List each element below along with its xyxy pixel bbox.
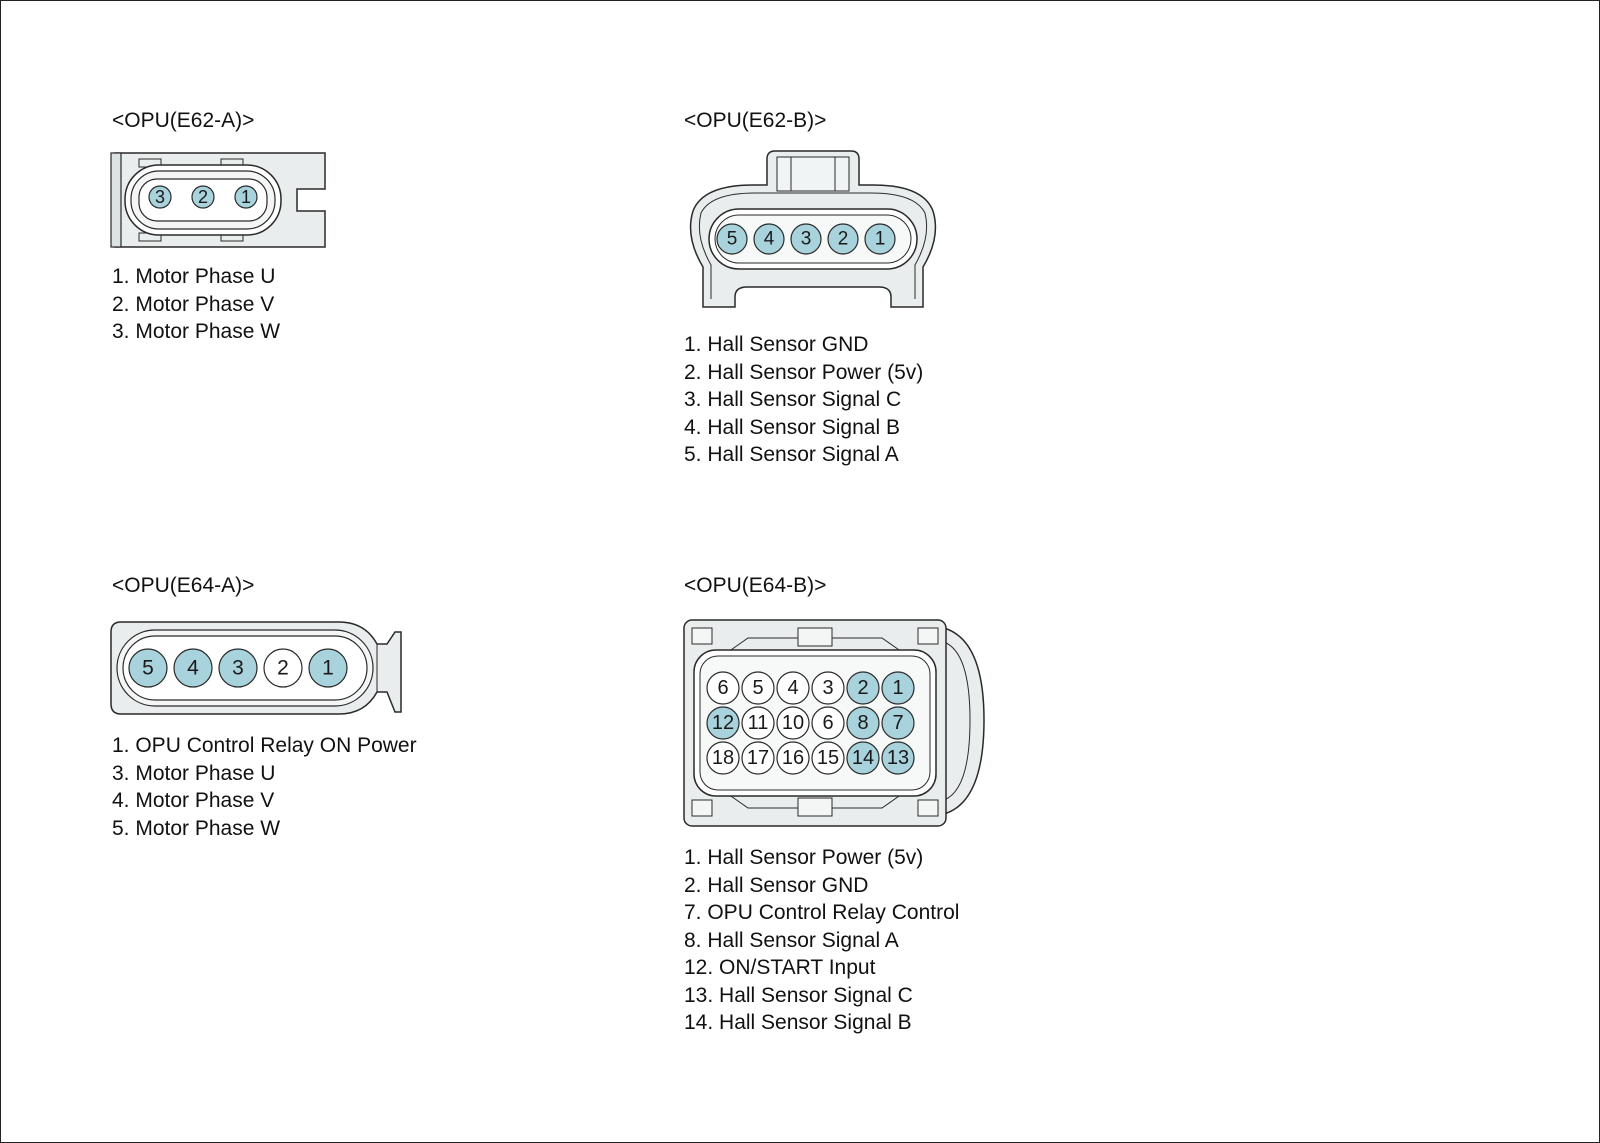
connector-e62b-drawing	[683, 147, 943, 317]
pin-label: 4	[787, 677, 799, 699]
pin-e64b-3	[812, 672, 844, 704]
pin-description: 13. Hall Sensor Signal C	[684, 983, 913, 1007]
pin-label: 17	[746, 747, 770, 769]
pin-label: 6	[717, 677, 729, 699]
pin-label: 14	[851, 747, 875, 769]
pin-label: 2	[857, 677, 869, 699]
connector-e62a-title: <OPU(E62-A)>	[112, 109, 255, 132]
pin-e64b-9	[812, 707, 844, 739]
pin-e64a-3	[219, 649, 257, 687]
pin-e62a-2	[192, 186, 214, 208]
connector-e64a-title: <OPU(E64-A)>	[112, 574, 255, 597]
pin-e64b-2	[847, 672, 879, 704]
pin-label: 5	[752, 677, 764, 699]
pin-label: 16	[781, 747, 805, 769]
pin-label: 11	[747, 712, 769, 734]
pin-label: 5	[142, 656, 154, 680]
pin-e64a-2	[264, 649, 302, 687]
pin-label: 7	[892, 712, 904, 734]
connector-e64a-pins	[129, 649, 347, 687]
connector-e62b-section	[684, 109, 826, 133]
pin-description: 12. ON/START Input	[684, 956, 876, 979]
connector-e62a-pin-list	[112, 263, 280, 346]
pin-label: 13	[886, 747, 910, 769]
connector-e62a-section	[112, 109, 254, 133]
pin-description: 2. Hall Sensor Power (5v)	[684, 360, 924, 384]
pin-e62b-2	[828, 224, 858, 254]
pin-e64b-14	[847, 742, 879, 774]
pin-e62b-1	[865, 224, 895, 254]
connector-e62a-pins	[149, 186, 257, 208]
pin-e64b-17	[742, 742, 774, 774]
connector-e62b-title: <OPU(E62-B)>	[684, 109, 827, 132]
pin-description: 7. OPU Control Relay Control	[684, 901, 960, 924]
pin-e64b-16	[777, 742, 809, 774]
connector-e64a-pin-list	[112, 732, 417, 842]
pin-e62a-3	[149, 186, 171, 208]
pin-label: 5	[726, 228, 738, 250]
pin-description: 5. Motor Phase W	[112, 816, 281, 840]
pin-label: 4	[187, 656, 199, 680]
pin-e64b-6	[707, 672, 739, 704]
pin-label: 3	[800, 228, 812, 250]
pin-label: 8	[857, 712, 869, 734]
pin-label: 1	[240, 187, 252, 207]
pin-label: 15	[816, 747, 840, 769]
pin-e64a-5	[129, 649, 167, 687]
pin-label: 3	[232, 656, 244, 680]
pin-label: 2	[277, 656, 289, 680]
pin-description: 1. OPU Control Relay ON Power	[112, 734, 417, 757]
pin-e64b-18	[707, 742, 739, 774]
pin-description: 2. Hall Sensor GND	[684, 873, 869, 897]
pin-label: 3	[822, 677, 834, 699]
pin-description: 3. Motor Phase W	[112, 320, 281, 343]
connector-e64a-drawing	[109, 618, 405, 718]
pin-label: 18	[711, 747, 735, 769]
pin-description: 8. Hall Sensor Signal A	[684, 928, 899, 952]
pin-label: 2	[197, 187, 209, 207]
pin-description: 1. Hall Sensor Power (5v)	[684, 846, 924, 869]
pin-label: 10	[781, 712, 805, 734]
pin-e64a-1	[309, 649, 347, 687]
pin-e64b-10	[777, 707, 809, 739]
pin-label: 2	[837, 228, 849, 250]
pin-description: 14. Hall Sensor Signal B	[684, 1011, 912, 1034]
pin-e64b-1	[882, 672, 914, 704]
pin-e64b-8	[847, 707, 879, 739]
pin-description: 1. Hall Sensor GND	[684, 333, 869, 356]
pin-description: 3. Motor Phase U	[112, 761, 276, 785]
pin-e64b-13	[882, 742, 914, 774]
pin-e64b-4	[777, 672, 809, 704]
pin-label: 1	[892, 677, 904, 699]
pin-e62b-4	[754, 224, 784, 254]
connector-e62a-drawing	[109, 151, 329, 249]
pin-e64b-5	[742, 672, 774, 704]
pin-e64b-7	[882, 707, 914, 739]
connector-e64b-drawing	[682, 616, 992, 828]
pin-label: 12	[711, 712, 735, 734]
connector-e64b-title: <OPU(E64-B)>	[684, 574, 827, 597]
pin-e62b-5	[717, 224, 747, 254]
pin-description: 1. Motor Phase U	[112, 265, 276, 288]
pin-e64b-11	[742, 707, 774, 739]
pin-label: 6	[822, 712, 834, 734]
pin-e62b-3	[791, 224, 821, 254]
pin-label: 3	[154, 187, 166, 207]
pin-description: 5. Hall Sensor Signal A	[684, 443, 899, 466]
pin-description: 2. Motor Phase V	[112, 292, 275, 316]
connector-e64b-pin-list	[684, 844, 959, 1037]
connector-e64b-section	[684, 574, 826, 598]
pin-label: 1	[322, 656, 334, 680]
pin-description: 4. Hall Sensor Signal B	[684, 415, 900, 439]
pin-label: 4	[763, 228, 775, 250]
pin-e64a-4	[174, 649, 212, 687]
pin-description: 4. Motor Phase V	[112, 789, 275, 812]
pin-e64b-15	[812, 742, 844, 774]
pin-description: 3. Hall Sensor Signal C	[684, 388, 902, 411]
connector-e64a-section	[112, 574, 254, 598]
pin-e64b-12	[707, 707, 739, 739]
pin-label: 1	[874, 228, 886, 250]
pin-e62a-1	[235, 186, 257, 208]
connector-e62b-pin-list	[684, 331, 923, 469]
